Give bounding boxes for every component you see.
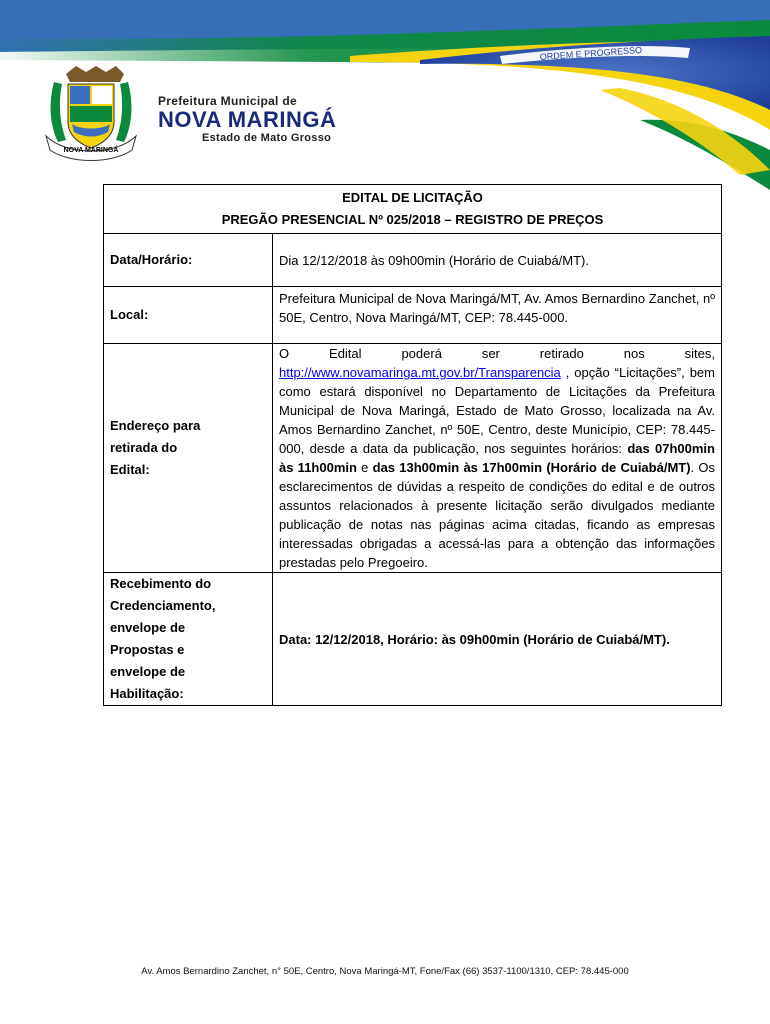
endereco-text: O Edital poderá ser retirado nos sites, [279, 346, 715, 361]
letterhead [36, 64, 456, 164]
recebimento-label [104, 573, 273, 706]
recebimento-label-line: Propostas e [110, 642, 185, 657]
endereco-value [273, 344, 722, 573]
banner-motto: ORDEM E PROGRESSO [539, 44, 643, 62]
endereco-text: , opção “Licitações”, bem como estará disponível no Departamento de Licitações da Prefeitura Municipal de Nova Maringá, Estado de Mato Grosso, localizada na Av. Amos Bernardino Zanchet, nº 50E, Centro, deste Município, CEP: 78.445-000, desde a data da publicação, nos seguintes horários: [279, 365, 715, 456]
date-value: Dia 12/12/2018 às 09h00min (Horário de Cuiabá/MT). [273, 234, 722, 287]
recebimento-label-line: envelope de [110, 620, 186, 635]
horario-tarde: das 13h00min às 17h00min (Horário de Cuiabá/MT) [372, 460, 691, 475]
recebimento-label-line: envelope de [110, 664, 186, 679]
endereco-label-line: retirada do [110, 440, 178, 455]
edital-title-cell [104, 185, 722, 234]
recebimento-label-line: Habilitação: [110, 686, 184, 701]
crest-ribbon-text: NOVA MARINGÁ [63, 147, 119, 154]
endereco-text: e [356, 460, 373, 475]
endereco-label [104, 344, 273, 573]
pregao-title: PREGÃO PRESENCIAL Nº 025/2018 – REGISTRO DE PREÇOS [221, 212, 604, 227]
endereco-label-line: Edital: [110, 462, 150, 477]
recebimento-row [104, 573, 722, 706]
transparencia-link[interactable]: http://www.novamaringa.mt.gov.br/Transparencia [279, 365, 561, 380]
endereco-label-line: Endereço para [110, 418, 201, 433]
municipal-crest-icon [36, 64, 146, 164]
endereco-text: . Os esclarecimentos de dúvidas a respeito de condições do edital e de outros assuntos relacionados à presente licitação serão divulgados mediante publicação de notas nas páginas acima citadas, ficando as empresas interessadas obrigadas a acessá-las para a obtenção das informações prestadas pelo Pregoeiro. [279, 460, 715, 570]
horario-manha: das 07h00min às 11h00min [279, 441, 715, 475]
local-label: Local: [104, 287, 273, 344]
edital-table [103, 184, 722, 706]
date-row [104, 234, 722, 287]
letterhead-text [158, 94, 336, 144]
footer-address: Av. Amos Bernardino Zanchet, n° 50E, Centro, Nova Maringá-MT, Fone/Fax (66) 3537-1100/1310, CEP: 78.445-000 [141, 966, 629, 977]
endereco-row [104, 344, 722, 573]
recebimento-label-line: Recebimento do [110, 576, 212, 591]
edital-title: EDITAL DE LICITAÇÃO [342, 190, 483, 205]
state-name: Estado de Mato Grosso [202, 132, 332, 144]
local-row [104, 287, 722, 344]
prefeitura-label: Prefeitura Municipal de [158, 94, 297, 108]
recebimento-value: Data: 12/12/2018, Horário: às 09h00min (Horário de Cuiabá/MT). [273, 573, 722, 706]
date-label: Data/Horário: [104, 234, 273, 287]
recebimento-label-line: Credenciamento, [110, 598, 216, 613]
local-value: Prefeitura Municipal de Nova Maringá/MT, Av. Amos Bernardino Zanchet, nº 50E, Centro, Nova Maringá/MT, CEP: 78.445-000. [273, 287, 722, 344]
title-row [104, 185, 722, 234]
city-name: NOVA MARINGÁ [158, 107, 337, 132]
